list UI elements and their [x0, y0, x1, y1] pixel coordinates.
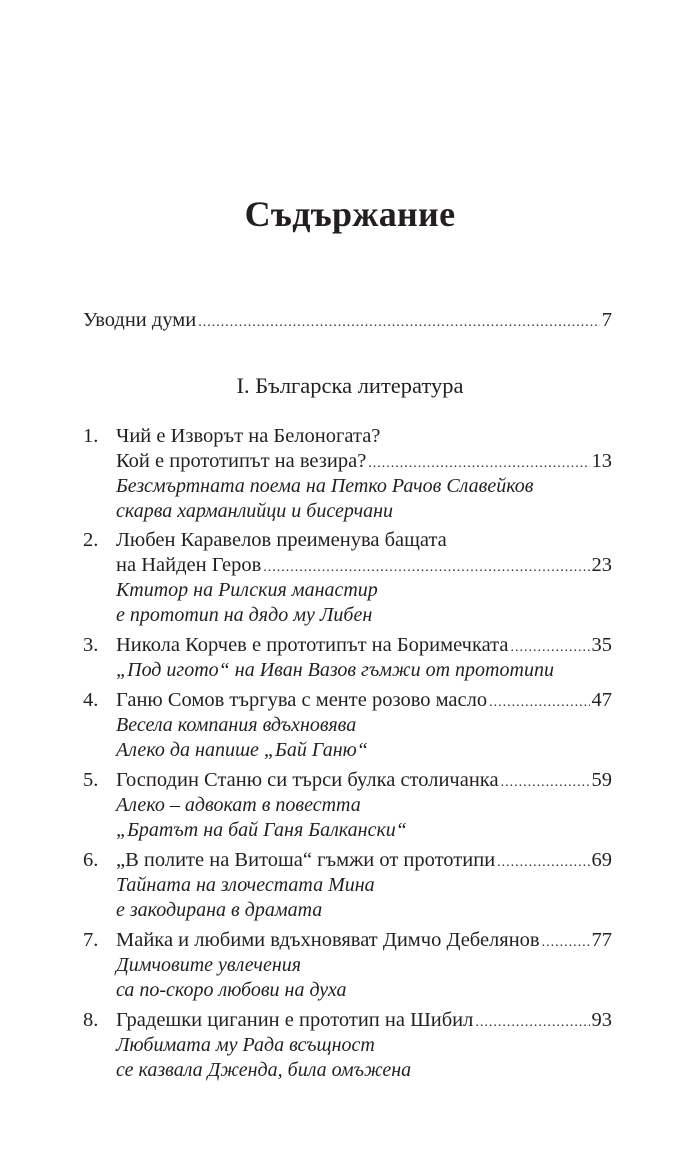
dot-leader	[489, 690, 589, 716]
entry-title-line: Никола Корчев е прототипът на Боримечката	[116, 634, 509, 656]
entry-subtitle-line: Тайната на злочестата Мина	[116, 874, 375, 896]
entry-subtitle-line: Весела компания вдъхновява	[116, 714, 357, 736]
entry-subtitle-line: Любимата му Рада всъщност	[116, 1034, 375, 1056]
entry-title-line: на Найден Геров	[116, 554, 262, 576]
entry-subtitle-line: „Братът на бай Ганя Балкански“	[116, 819, 407, 841]
dot-leader	[501, 770, 590, 796]
toc-page-number: 93	[591, 1009, 612, 1031]
entry-title-line: Ганю Сомов търгува с менте розово масло	[116, 689, 488, 711]
entry-subtitle-line: Ктитор на Рилския манастир	[116, 579, 378, 601]
entry-subtitle-line: са по-скоро любови на духа	[116, 979, 347, 1001]
entry-title-line: Господин Станю си търси булка столичанка	[116, 769, 499, 791]
entry-title-line: Любен Каравелов преименува бащата	[116, 529, 447, 551]
entry-title-line: Градешки циганин е прототип на Шибил	[116, 1009, 474, 1031]
toc-page-number: 47	[591, 689, 612, 711]
dot-leader	[497, 850, 589, 876]
toc-entry-label: Уводни думи	[83, 309, 197, 331]
entry-number: 4.	[83, 689, 99, 711]
entry-number: 8.	[83, 1009, 99, 1031]
dot-leader	[198, 310, 599, 336]
entry-title-line: Чий е Изворът на Белоногата?	[116, 425, 381, 447]
toc-page-number: 35	[591, 634, 612, 656]
dot-leader	[542, 930, 590, 956]
section-heading: I. Българска литература	[236, 373, 464, 398]
toc-page-number: 7	[601, 309, 612, 331]
entry-subtitle-line: се казвала Дженда, била омъжена	[116, 1059, 412, 1081]
entry-number: 1.	[83, 425, 99, 447]
entry-subtitle-line: е закодирана в драмата	[116, 899, 323, 921]
toc-page-number: 77	[591, 929, 612, 951]
entry-title-line: „В полите на Витоша“ гъмжи от прототипи	[116, 849, 496, 871]
entry-number: 5.	[83, 769, 99, 791]
entry-number: 2.	[83, 529, 99, 551]
dot-leader	[475, 1010, 589, 1036]
toc-page-number: 23	[591, 554, 612, 576]
entry-title-line: Майка и любими вдъхновяват Димчо Дебелянов	[116, 929, 540, 951]
entry-subtitle-line: Алеко да напише „Бай Ганю“	[116, 739, 368, 761]
toc-page-number: 13	[591, 450, 612, 472]
entry-subtitle-line: Алеко – адвокат в повестта	[116, 794, 361, 816]
entry-subtitle-line: скарва харманлийци и бисерчани	[116, 500, 394, 522]
toc-page-number: 59	[591, 769, 612, 791]
entry-number: 7.	[83, 929, 99, 951]
toc-entry-intro[interactable]	[83, 307, 612, 336]
entry-subtitle-line: Безсмъртната поема на Петко Рачов Славейков	[116, 475, 534, 497]
entry-number: 6.	[83, 849, 99, 871]
entry-subtitle-line: е прототип на дядо му Либен	[116, 604, 373, 626]
entry-subtitle-line: „Под игото“ на Иван Вазов гъмжи от прототипи	[116, 659, 554, 681]
page-title: Съдържание	[244, 194, 456, 234]
entry-title-line: Кой е прототипът на везира?	[116, 450, 367, 472]
toc-page-number: 69	[591, 849, 612, 871]
entry-number: 3.	[83, 634, 99, 656]
entry-subtitle-line: Димчовите увлечения	[116, 954, 302, 976]
